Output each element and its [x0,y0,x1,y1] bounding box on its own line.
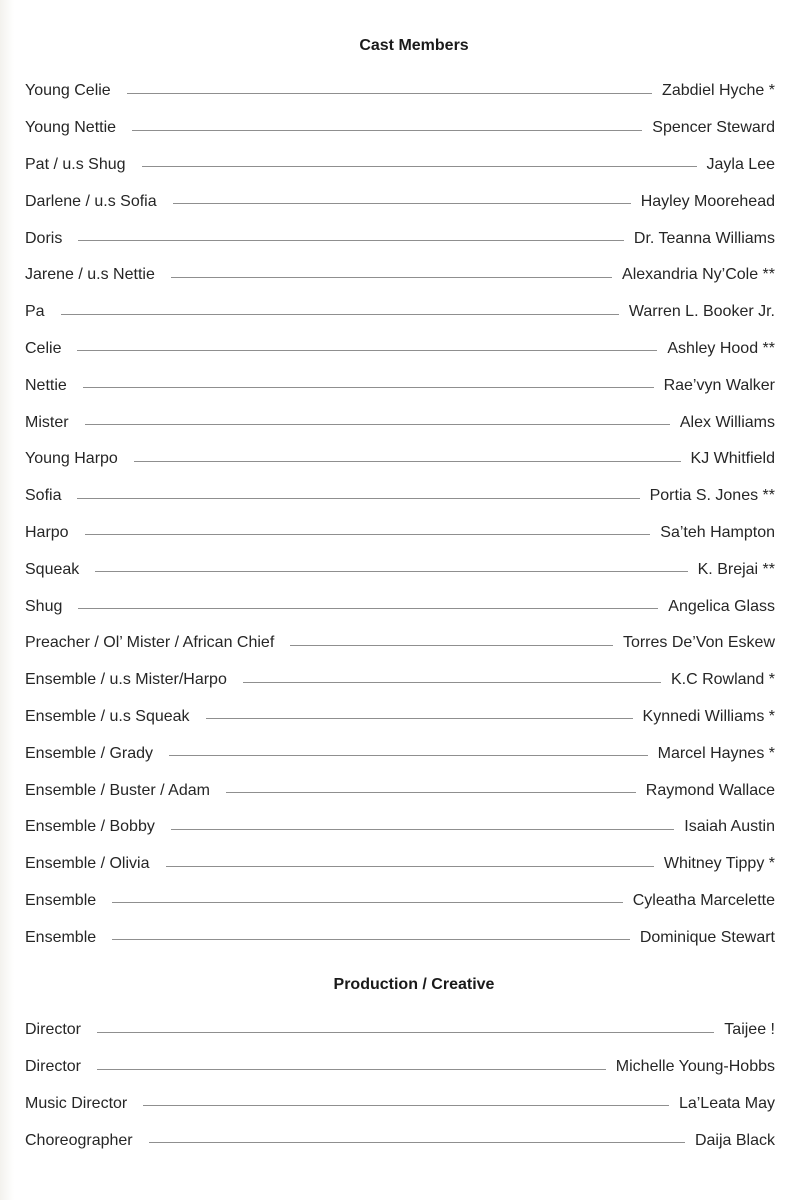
dot-leader-line [290,645,613,646]
person-name: La’Leata May [678,1094,775,1112]
cast-row [25,515,775,552]
person-name: Isaiah Austin [684,818,775,836]
dot-leader-line [97,1032,714,1033]
cast-row [25,441,775,478]
cast-row [25,919,775,956]
role-label: Preacher / Ol’ Mister / African Chief [25,634,275,652]
dot-leader-line [171,829,674,830]
dot-leader-line [173,203,631,204]
dot-leader-line [61,314,619,315]
person-name: Alexandria Ny’Cole ** [622,266,775,284]
crew-row [25,1122,775,1159]
dot-leader-line [171,277,612,278]
role-label: Mister [25,413,69,431]
production-creative-heading: Production / Creative [333,976,495,993]
person-name: Whitney Tippy * [663,855,775,873]
person-name: Hayley Moorehead [640,192,775,210]
dot-leader-line [112,939,630,940]
dot-leader-line [206,718,633,719]
cast-row [25,220,775,257]
dot-leader-line [132,130,642,131]
person-name: Ashley Hood ** [667,339,775,357]
role-label: Ensemble [25,928,97,946]
cast-row [25,110,775,147]
dot-leader-line [78,608,658,609]
dot-leader-line [143,1105,669,1106]
role-label: Ensemble / Grady [25,744,154,762]
person-name: Warren L. Booker Jr. [628,303,775,321]
cast-row [25,257,775,294]
cast-list [25,73,775,956]
cast-row [25,367,775,404]
role-label: Ensemble / Buster / Adam [25,781,210,799]
dot-leader-line [134,461,681,462]
dot-leader-line [85,534,651,535]
person-name: Rae’vyn Walker [663,376,775,394]
role-label: Young Harpo [25,450,118,468]
cast-row [25,625,775,662]
dot-leader-line [169,755,648,756]
person-name: Portia S. Jones ** [649,487,775,505]
crew-row [25,1049,775,1086]
crew-row [25,1086,775,1123]
role-label: Choreographer [25,1131,133,1149]
role-label: Nettie [25,376,67,394]
cast-row [25,73,775,110]
page-edge-shadow [0,0,14,1200]
role-label: Young Celie [25,82,111,100]
role-label: Ensemble / Olivia [25,855,150,873]
person-name: Michelle Young-Hobbs [615,1058,775,1076]
cast-row [25,478,775,515]
person-name: Dr. Teanna Williams [633,229,775,247]
person-name: Zabdiel Hyche * [662,82,775,100]
person-name: Spencer Steward [652,119,775,137]
production-creative-list [25,1012,775,1159]
person-name: Torres De’Von Eskew [622,634,775,652]
role-label: Squeak [25,560,80,578]
person-name: Raymond Wallace [645,781,775,799]
dot-leader-line [85,424,670,425]
cast-row [25,551,775,588]
person-name: Alex Williams [679,413,775,431]
dot-leader-line [77,498,639,499]
person-name: Daija Black [694,1131,775,1149]
person-name: Jayla Lee [706,155,775,173]
person-name: Angelica Glass [668,597,775,615]
cast-row [25,588,775,625]
crew-row [25,1012,775,1049]
role-label: Pat / u.s Shug [25,155,126,173]
person-name: K. Brejai ** [697,560,775,578]
role-label: Director [25,1058,82,1076]
dot-leader-line [83,387,654,388]
role-label: Ensemble / Bobby [25,818,155,836]
dot-leader-line [243,682,661,683]
role-label: Sofia [25,487,62,505]
cast-members-heading: Cast Members [359,37,469,54]
dot-leader-line [226,792,636,793]
role-label: Director [25,1021,82,1039]
dot-leader-line [149,1142,685,1143]
person-name: Kynnedi Williams * [642,707,775,725]
role-label: Ensemble / u.s Squeak [25,707,190,725]
cast-row [25,809,775,846]
cast-row [25,294,775,331]
cast-row [25,147,775,184]
dot-leader-line [166,866,654,867]
dot-leader-line [78,240,624,241]
cast-row [25,846,775,883]
role-label: Music Director [25,1094,128,1112]
dot-leader-line [77,350,657,351]
person-name: Cyleatha Marcelette [632,891,775,909]
role-label: Darlene / u.s Sofia [25,192,157,210]
role-label: Harpo [25,523,69,541]
person-name: Taijee ! [724,1021,775,1039]
cast-row [25,331,775,368]
cast-row [25,699,775,736]
role-label: Ensemble [25,891,97,909]
dot-leader-line [95,571,687,572]
role-label: Shug [25,597,63,615]
person-name: K.C Rowland * [670,671,775,689]
person-name: Sa’teh Hampton [660,523,775,541]
role-label: Young Nettie [25,119,117,137]
person-name: Dominique Stewart [639,928,775,946]
cast-row [25,735,775,772]
role-label: Doris [25,229,63,247]
dot-leader-line [127,93,652,94]
role-label: Ensemble / u.s Mister/Harpo [25,671,227,689]
person-name: Marcel Haynes * [657,744,775,762]
dot-leader-line [97,1069,606,1070]
role-label: Pa [25,303,45,321]
role-label: Celie [25,339,62,357]
dot-leader-line [142,166,697,167]
role-label: Jarene / u.s Nettie [25,266,155,284]
cast-row [25,883,775,920]
person-name: KJ Whitfield [690,450,775,468]
cast-row [25,772,775,809]
dot-leader-line [112,902,623,903]
cast-row [25,183,775,220]
cast-row [25,404,775,441]
cast-row [25,662,775,699]
